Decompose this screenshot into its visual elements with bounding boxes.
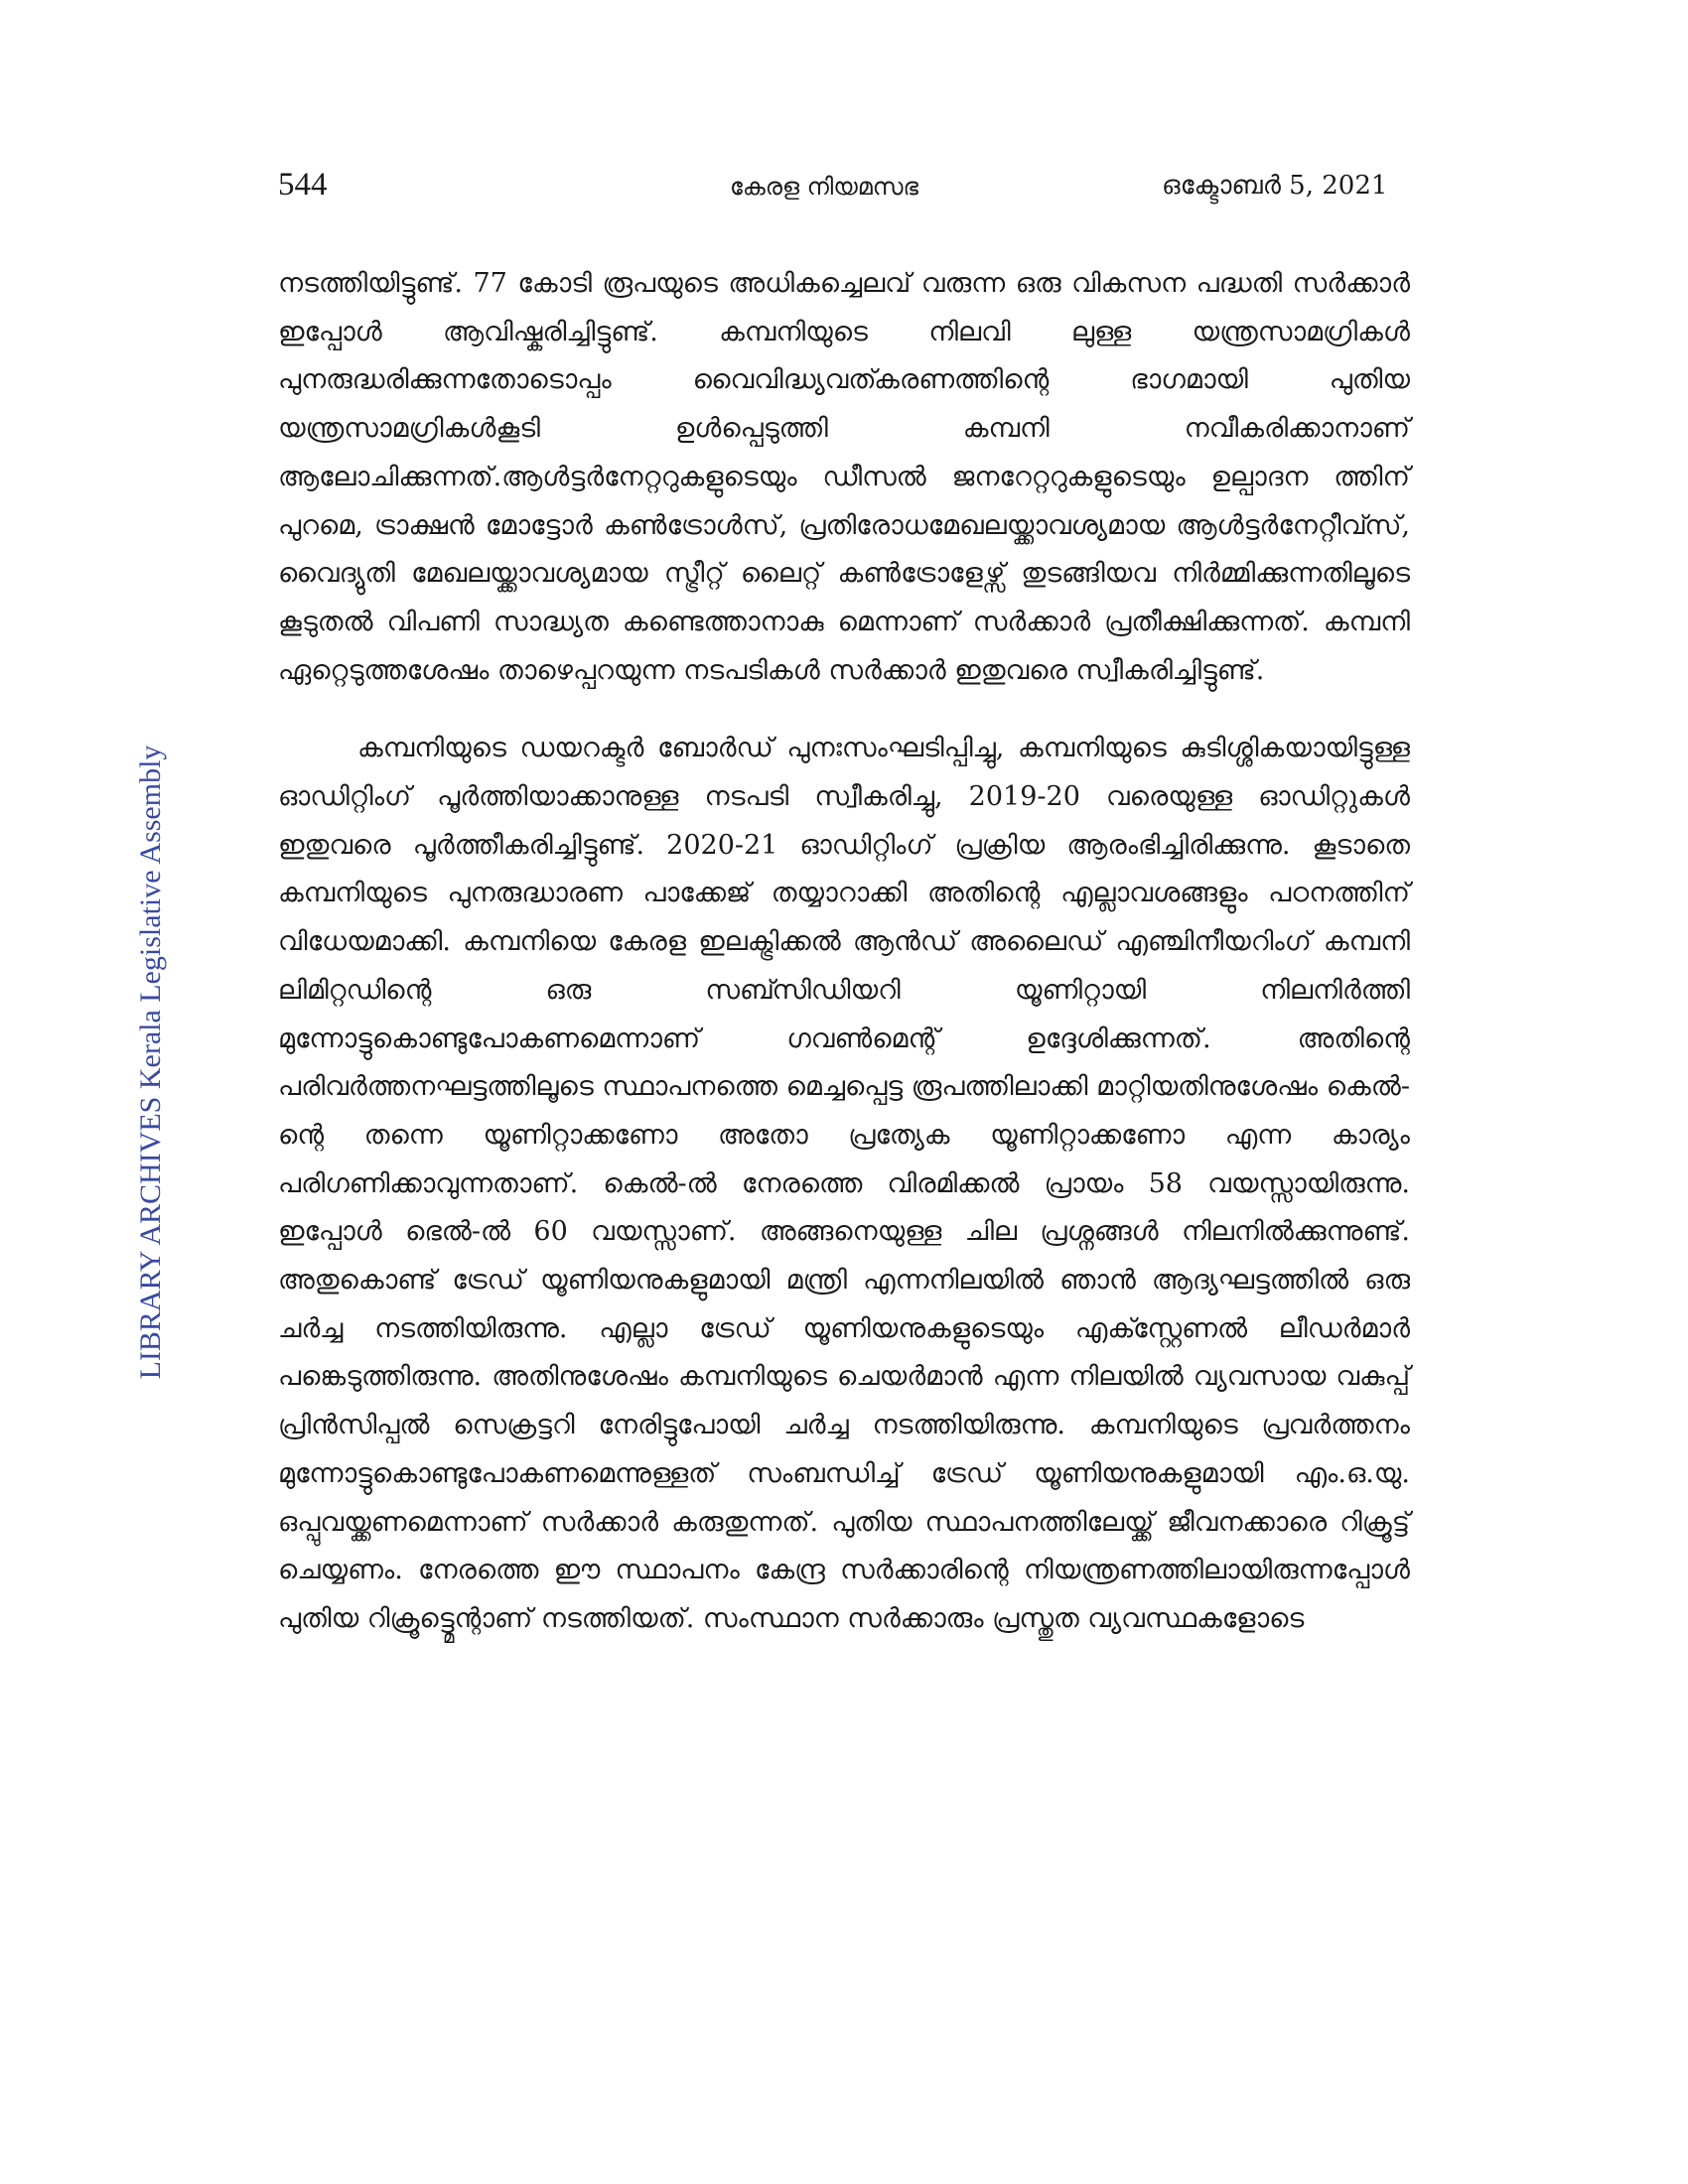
paragraph-2: കമ്പനിയുടെ ഡയറക്ടർ ബോർഡ് പുനഃസംഘടിപ്പിച്ചു, കമ്പനിയുടെ കുടിശ്ശികയായിട്ടുള്ള ഓഡിറ്റിംഗ് പൂർത്തിയാക്കാനുള്ള നടപടി സ്വീകരിച്ചു, 2019-20 വരെയുള്ള ഓഡിറ്റുകൾ ഇതുവരെ പൂർത്തീകരിച്ചിട്ടുണ്ട്. 2020-21 ഓഡിറ്റിംഗ് പ്രക്രിയ ആരംഭിച്ചിരിക്കുന്നു. കൂടാതെ കമ്പനിയുടെ പുനരുദ്ധാരണ പാക്കേജ് തയ്യാറാക്കി അതിന്റെ എല്ലാവശങ്ങളും പഠനത്തിന് വിധേയമാക്കി. കമ്പനിയെ കേരള ഇലക്ട്രിക്കൽ ആൻഡ് അലൈഡ് എഞ്ചിനീയറിംഗ് കമ്പനി ലിമിറ്റഡിന്റെ ഒരു സബ്സിഡിയറി യൂണിറ്റായി നിലനിർത്തി മുന്നോട്ടുകൊണ്ടുപോകണമെന്നാണ് ഗവൺമെന്റ് ഉദ്ദേശിക്കുന്നത്. അതിന്റെ പരിവർത്തനഘട്ടത്തിലൂടെ സ്ഥാപനത്തെ മെച്ചപ്പെട്ട രൂപത്തിലാക്കി മാറ്റിയതിനുശേഷം കെൽ-ന്റെ തന്നെ യൂണിറ്റാക്കണോ അതോ പ്രത്യേക യൂണിറ്റാക്കണോ എന്ന കാര്യം പരിഗണിക്കാവുന്നതാണ്. കെൽ-ൽ നേരത്തെ വിരമിക്കൽ പ്രായം 58 വയസ്സായിരുന്നു. ഇപ്പോൾ ഭെൽ-ൽ 60 വയസ്സാണ്. അങ്ങനെയുള്ള ചില പ്രശ്നങ്ങൾ നിലനിൽക്കുന്നുണ്ട്. അതുകൊണ്ട് ട്രേഡ് യൂണിയനുകളുമായി മന്ത്രി എന്നനിലയിൽ ഞാൻ ആദ്യഘട്ടത്തിൽ ഒരു ചർച്ച നടത്തിയിരുന്നു. എല്ലാ ട്രേഡ് യൂണിയനുകളുടെയും എക്സ്റ്റേണൽ ലീഡർമാർ പങ്കെടുത്തിരുന്നു. അതിനുശേഷം കമ്പനിയുടെ ചെയർമാൻ എന്ന നിലയിൽ വ്യവസായ വകുപ്പ് പ്രിൻസിപ്പൽ സെക്രട്ടറി നേരിട്ടുപോയി ചർച്ച നടത്തിയിരുന്നു. കമ്പനിയുടെ പ്രവർത്തനം മുന്നോട്ടുകൊണ്ടുപോകണമെന്നുള്ളത് സംബന്ധിച്ച് ട്രേഡ് യൂണിയനുകളുമായി എം.ഒ.യു. ഒപ്പുവയ്ക്കണമെന്നാണ് സർക്കാർ കരുതുന്നത്. പുതിയ സ്ഥാപനത്തിലേയ്ക്ക് ജീവനക്കാരെ റിക്രൂട്ട് ചെയ്യണം. നേരത്തെ ഈ സ്ഥാപനം കേന്ദ്ര സർക്കാരിന്റെ നിയന്ത്രണത്തിലായിരുന്നപ്പോൾ പുതിയ റിക്രൂട്ട്മെന്റാണ് നടത്തിയത്. സംസ്ഥാന സർക്കാരും പ്രസ്തുത വ്യവസ്ഥകളോടെ	[278, 733, 1410, 1634]
page-header-title: കേരള നിയമസഭ	[729, 173, 919, 201]
archive-watermark: LIBRARY ARCHIVES Kerala Legislative Assembly	[134, 745, 167, 1380]
page-header-date: ഒക്ടോബർ 5, 2021	[1162, 171, 1388, 201]
paragraph-1: നടത്തിയിട്ടുണ്ട്. 77 കോടി രൂപയുടെ അധികച്ചെലവ് വരുന്ന ഒരു വികസന പദ്ധതി സർക്കാർ ഇപ്പോൾ ആവിഷ്കരിച്ചിട്ടുണ്ട്. കമ്പനിയുടെ നിലവി ലുള്ള യന്ത്രസാമഗ്രികൾ പുനരുദ്ധരിക്കുന്നതോടൊപ്പം വൈവിദ്ധ്യവത്കരണത്തിന്റെ ഭാഗമായി പുതിയ യന്ത്രസാമഗ്രികൾകൂടി ഉൾപ്പെടുത്തി കമ്പനി നവീകരിക്കാനാണ് ആലോചിക്കുന്നത്.ആൾട്ടർനേറ്ററുകളുടെയും ഡീസൽ ജനറേറ്ററുകളുടെയും ഉല്പാദന ത്തിന് പുറമെ, ട്രാക്ഷൻ മോട്ടോർ കൺട്രോൾസ്, പ്രതിരോധമേഖലയ്ക്കാവശ്യമായ ആൾട്ടർനേറ്റീവ്സ്, വൈദ്യുതി മേഖലയ്ക്കാവശ്യമായ സ്ട്രീറ്റ് ലൈറ്റ് കൺട്രോളേഴ്സ് തുടങ്ങിയവ നിർമ്മിക്കുന്നതിലൂടെ കൂടുതൽ വിപണി സാദ്ധ്യത കണ്ടെത്താനാകു മെന്നാണ് സർക്കാർ പ്രതീക്ഷിക്കുന്നത്. കമ്പനി ഏറ്റെടുത്തശേഷം താഴെപ്പറയുന്ന നടപടികൾ സർക്കാർ ഇതുവരെ സ്വീകരിച്ചിട്ടുണ്ട്.	[278, 268, 1410, 686]
document-body	[278, 260, 1410, 1644]
page-number: 544	[278, 167, 328, 203]
